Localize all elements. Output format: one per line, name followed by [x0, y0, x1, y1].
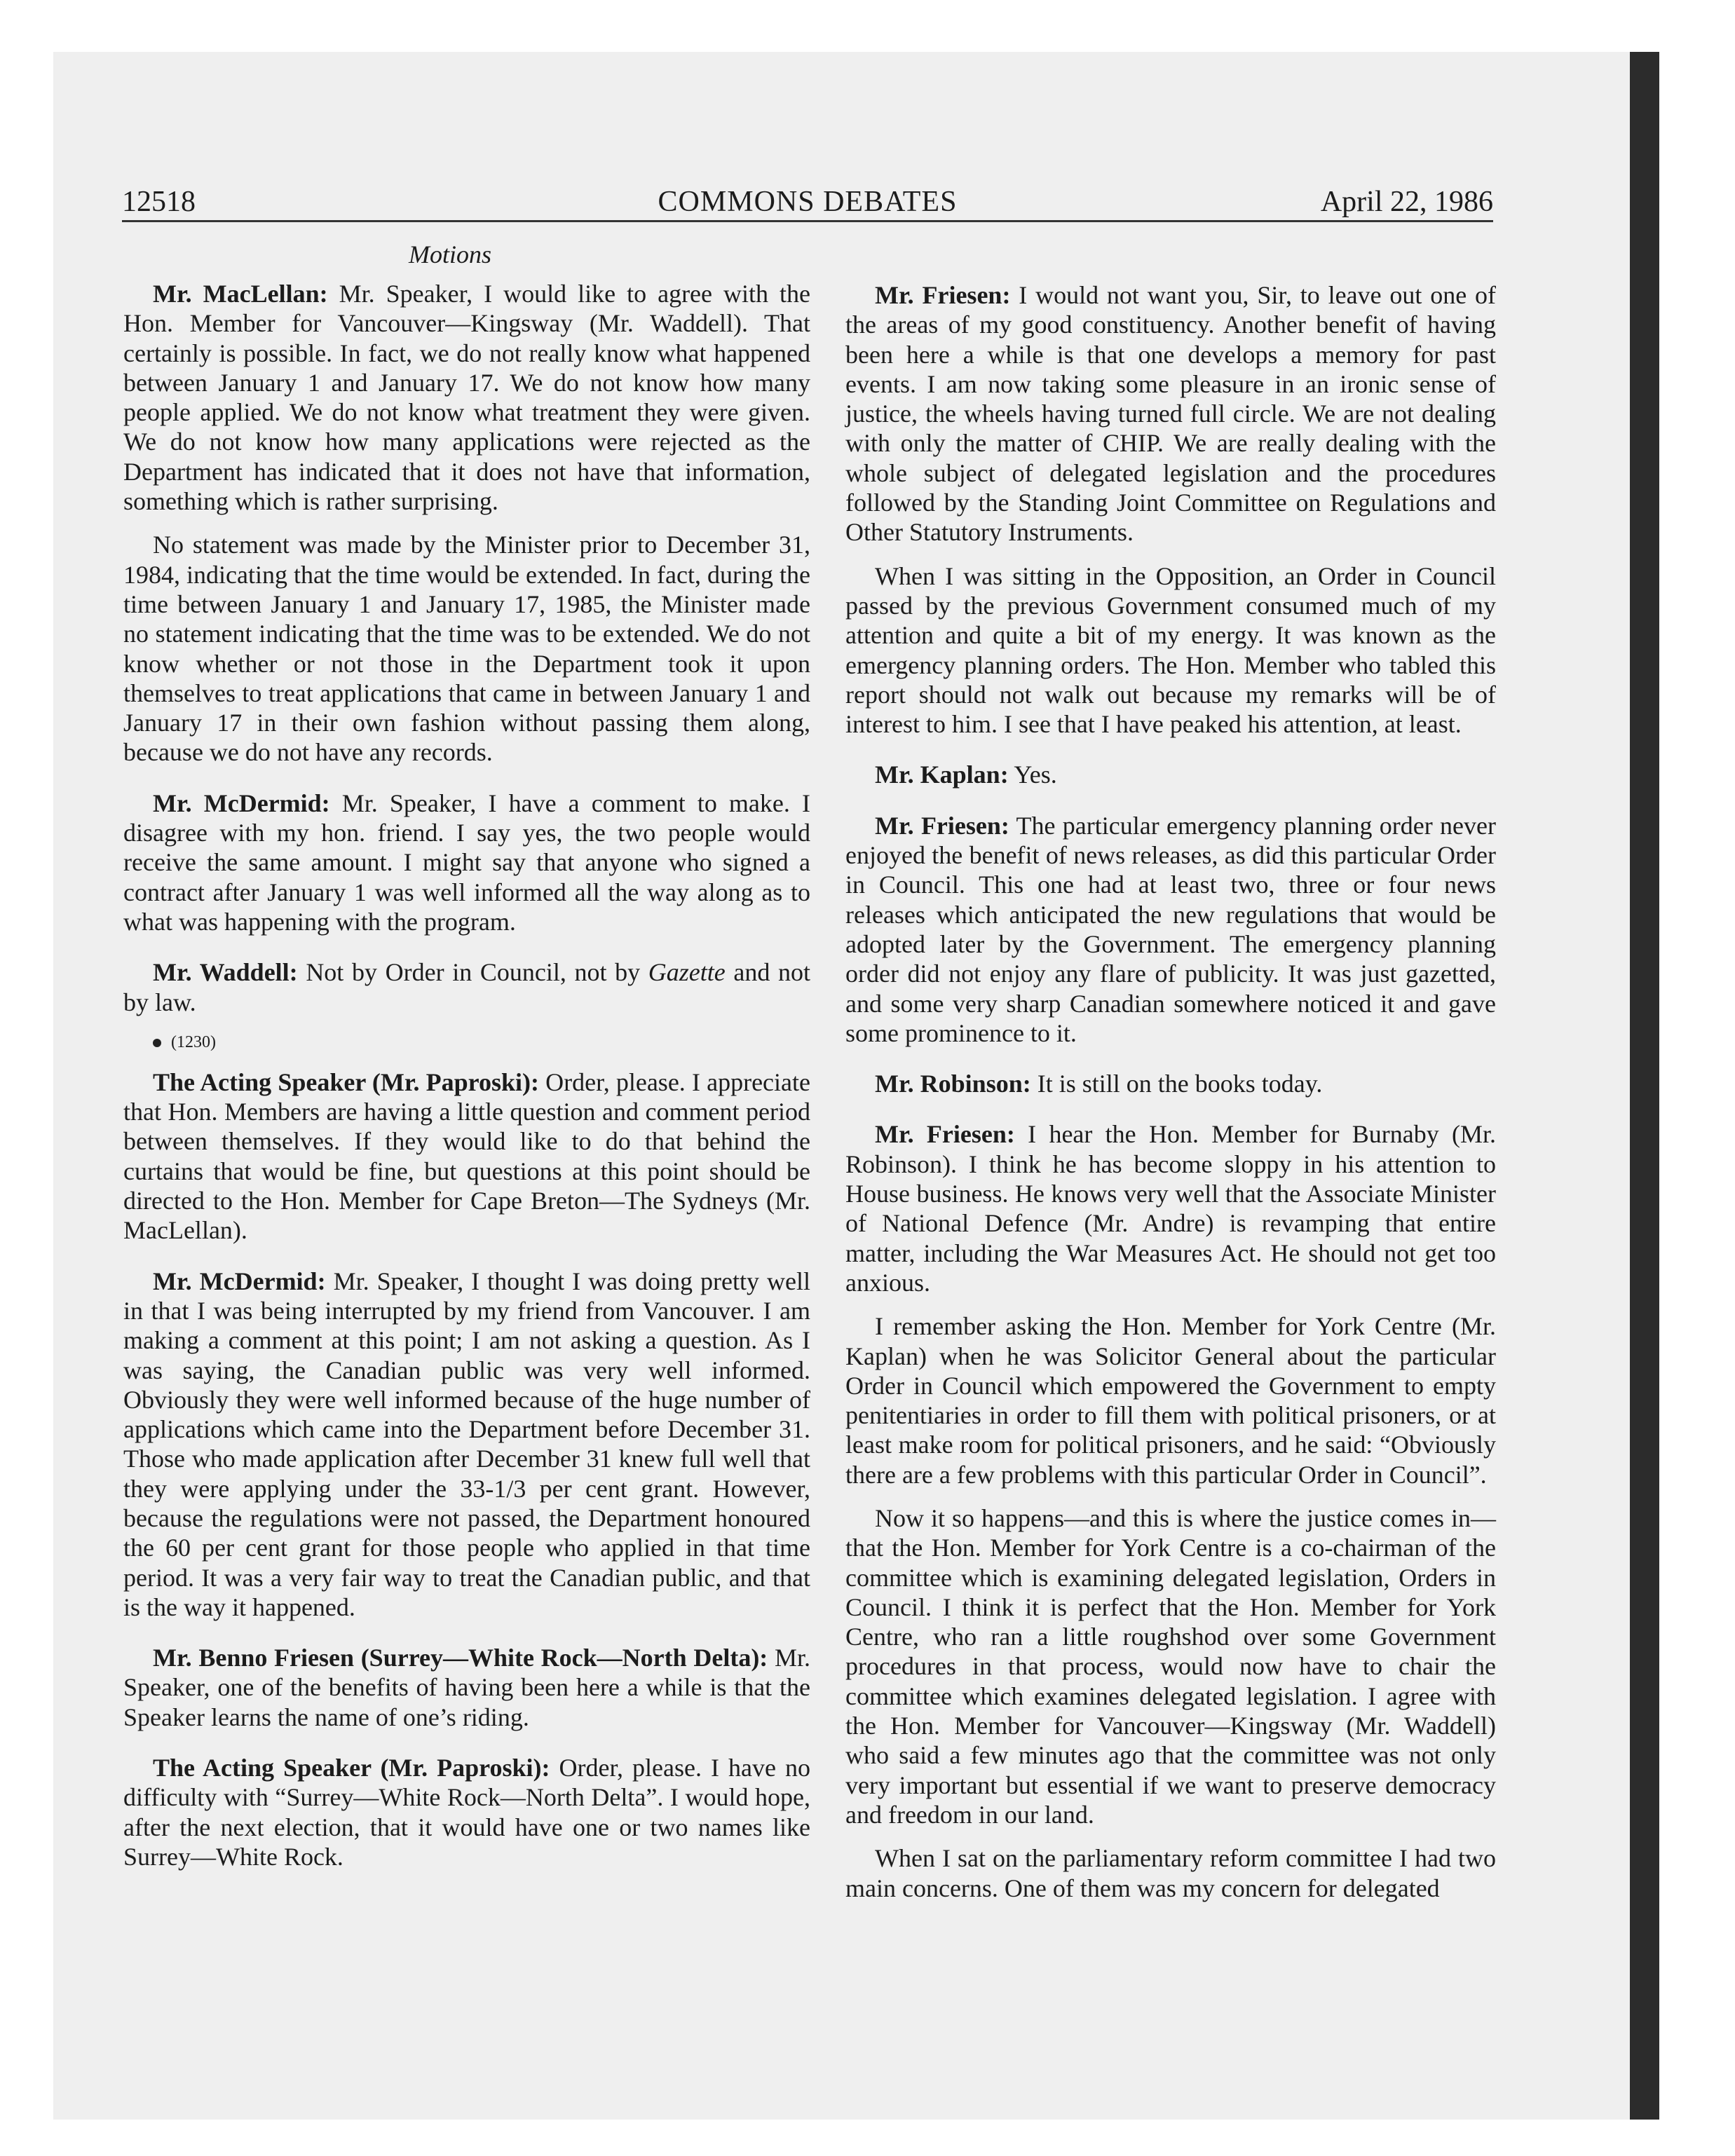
paragraph [845, 1119, 1496, 1297]
paragraph [123, 957, 810, 1017]
scan-edge-shadow [1630, 52, 1659, 2120]
paragraph [123, 279, 810, 516]
timestamp: (1230) [171, 1032, 216, 1051]
gazette-italic: Gazette [648, 958, 726, 987]
speech-text: I remember asking the Hon. Member for York Centre (Mr. Kaplan) when he was Solicitor General about the particular Order in Council which empowered the Government to empty penitentiaries in order to fill them with political prisoners, or at least make room for political prisoners, and he said: “Obviously there are a few problems with this particular Order in Council”. [845, 1312, 1496, 1489]
speaker-name: Mr. Friesen: [875, 811, 1009, 840]
publication-date: April 22, 1986 [1320, 186, 1493, 218]
speech-text: When I was sitting in the Opposition, an Order in Council passed by the previous Government consumed much of my attention and quite a bit of my energy. It was known as the emergency planning orders. The Hon. Member who tabled this report should not walk out because my remarks will be of interest to him. I see that I have peaked his attention, at least. [845, 561, 1496, 739]
paragraph [123, 530, 810, 767]
paragraph [845, 811, 1496, 1048]
speaker-name: The Acting Speaker (Mr. Paproski): [153, 1754, 550, 1782]
speech-text: Mr. Speaker, I have a comment to make. I disagree with my hon. friend. I say yes, the two people would receive the same amount. I might say that anyone who signed a contract after January 1 was well informed all the way along as to what was happening with the program. [123, 789, 810, 936]
speaker-name: Mr. Friesen: [875, 1120, 1015, 1149]
speaker-name: Mr. MacLellan: [153, 280, 328, 308]
speech-text: Order, please. I have no difficulty with “Surrey—White Rock—North Delta”. I would hope, after the next election, that it would have one or two names like Surrey—White Rock. [123, 1754, 811, 1871]
paragraph [845, 280, 1496, 547]
speaker-name: Mr. Kaplan: [875, 760, 1009, 789]
page-number: 12518 [122, 186, 196, 218]
timestamp-marker [123, 1031, 810, 1053]
speaker-name: The Acting Speaker (Mr. Paproski): [153, 1067, 540, 1096]
paragraph [123, 1643, 810, 1732]
speech-text: Mr. Speaker, I thought I was doing pretty well in that I was being interrupted by my friend from Vancouver. I am making a comment at this point; I am not asking a question. As I was saying, the Canadian public was very well informed. Obviously they were well informed because of the huge number of applications which came into the Department before December 31. Those who made application after December 31 knew full well that they were applying under the 33-1/3 per cent grant. However, because the regulations were not passed, the Department honoured the 60 per cent grant for those people who applied in that time period. It was a very fair way to treat the Canadian public, and that is the way it happened. [123, 1267, 810, 1621]
speaker-name: Mr. McDermid: [153, 789, 330, 817]
paragraph [845, 1069, 1496, 1098]
paragraph [123, 1267, 810, 1623]
paragraph [845, 1503, 1496, 1829]
paragraph [123, 789, 810, 936]
speech-text: I would not want you, Sir, to leave out one of the areas of my good constituency. Another benefit of having been here a while is that one develops a memory for past events. I am now taking some pleasure in an ironic sense of justice, the wheels having turned full circle. We are not dealing with only the matter of CHIP. We are really dealing with the whole subject of delegated legislation and the procedures followed by the Standing Joint Committee on Regulations and Other Statutory Instruments. [845, 281, 1496, 547]
speech-text: Yes. [1008, 760, 1057, 789]
speaker-name: Mr. Benno Friesen (Surrey—White Rock—North Delta): [153, 1644, 768, 1672]
paragraph [123, 1753, 810, 1871]
publication-title: COMMONS DEBATES [658, 186, 958, 218]
speaker-name: Mr. McDermid: [153, 1267, 326, 1295]
right-column [845, 280, 1496, 1917]
speech-text: Mr. Speaker, I would like to agree with the Hon. Member for Vancouver—Kingsway (Mr. Waddell). That certainly is possible. In fact, we do not really know what happened between January 1 and January 17. We do not know how many people applied. We do not know what treatment they were given. We do not know how many applications were rejected as the Department has indicated that it does not have that information, something which is rather surprising. [123, 280, 810, 516]
section-title: Motions [408, 240, 491, 268]
speech-text: The particular emergency planning order never enjoyed the benefit of news releases, as did this particular Order in Council. This one had at least two, three or four news releases which anticipated the new regulations that would be adopted later by the Government. The emergency planning order did not enjoy any flare of publicity. It was just gazetted, and some very sharp Canadian somewhere noticed it and gave some prominence to it. [845, 811, 1496, 1047]
speech-text: Not by Order in Council, not by [297, 958, 648, 987]
speaker-name: Mr. Waddell: [153, 958, 298, 987]
speech-text: Mr. Speaker, one of the benefits of having been here a while is that the Speaker learns the name of one’s riding. [123, 1644, 810, 1731]
paragraph [845, 561, 1496, 739]
speaker-name: Mr. Friesen: [875, 281, 1011, 309]
speech-text: I hear the Hon. Member for Burnaby (Mr. Robinson). I think he has become sloppy in his attention to House business. He knows very well that the Associate Minister of National Defence (Mr. Andre) is revamping that entire matter, including the War Measures Act. He should not get too anxious. [845, 1120, 1496, 1297]
paragraph [845, 1843, 1496, 1903]
paragraph [123, 1067, 810, 1246]
paragraph [845, 1311, 1496, 1489]
left-column [123, 279, 810, 1885]
speech-text: Order, please. I appreciate that Hon. Members are having a little question and comment period between themselves. If they would like to do that behind the curtains that would be fine, but questions at this point should be directed to the Hon. Member for Cape Breton—The Sydneys (Mr. MacLellan). [123, 1067, 810, 1245]
speech-text: No statement was made by the Minister prior to December 31, 1984, indicating that the time would be extended. In fact, during the time between January 1 and January 17, 1985, the Minister made no statement indicating that the time was to be extended. We do not know whether or not those in the Department took it upon themselves to treat applications that came in between January 1 and January 17 in their own fashion without passing them along, because we do not have any records. [123, 531, 810, 767]
speech-text: Now it so happens—and this is where the justice comes in—that the Hon. Member for York Centre is a co-chairman of the committee which is examining delegated legislation, Orders in Council. I think it is perfect that the Hon. Member for York Centre, who ran a little roughshod over some Government procedures in that process, would now have to chair the committee which examines delegated legislation. I agree with the Hon. Member for Vancouver—Kingsway (Mr. Waddell) who said a few minutes ago that the committee was not only very important but essential if we want to preserve democracy and freedom in our land. [845, 1503, 1496, 1829]
speech-text: and not by law. [123, 958, 810, 1016]
speech-text: When I sat on the parliamentary reform committee I had two main concerns. One of them was my concern for delegated [845, 1844, 1496, 1902]
bullet-icon [153, 1039, 161, 1047]
speaker-name: Mr. Robinson: [875, 1070, 1031, 1098]
paragraph [845, 760, 1496, 789]
speech-text: It is still on the books today. [1030, 1070, 1323, 1098]
page-header [122, 184, 1493, 222]
